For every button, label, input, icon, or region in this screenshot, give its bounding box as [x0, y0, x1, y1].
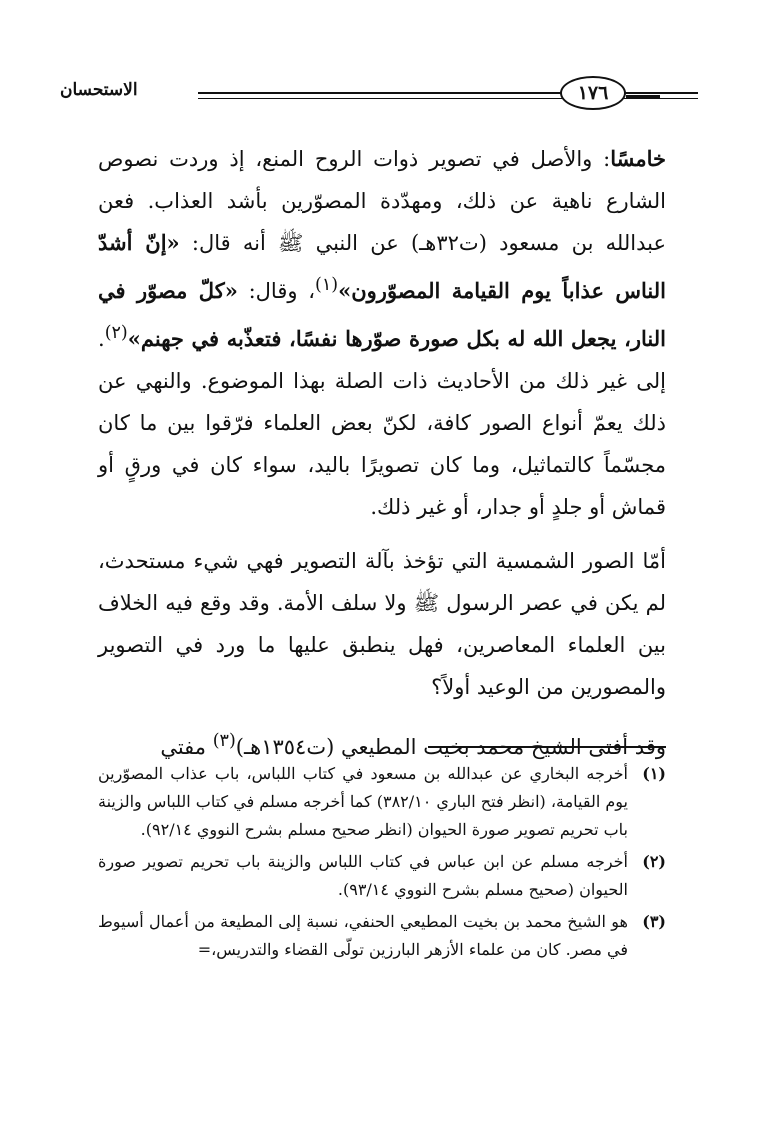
- paragraph-1: [98, 138, 666, 528]
- paragraph-3-text: وقد أفتى الشيخ محمد بخيت المطيعي (ت١٣٥٤هـ): [235, 735, 666, 759]
- footnote-2: [98, 848, 666, 904]
- paragraph-1-text-b: ، وقال:: [237, 279, 316, 303]
- footnote-separator: [428, 746, 666, 748]
- footnote-ref-3[interactable]: (٣): [212, 731, 236, 751]
- footnote-number: (٣): [642, 912, 666, 931]
- hadith-quote-1: «إنّ أشدّ الناس عذاباً يوم القيامة المصوّرون»: [98, 230, 666, 303]
- paragraph-1-lead: خامسًا: [610, 146, 666, 171]
- footnote-ref-1[interactable]: (١): [315, 275, 339, 295]
- footnote-number: (٢): [642, 852, 666, 871]
- footnote-text: أخرجه مسلم عن ابن عباس في كتاب اللباس والزينة باب تحريم تصوير صورة الحيوان (صحيح مسلم بشرح النووي ٩٣/١٤).: [98, 852, 628, 899]
- page-header: [60, 74, 698, 114]
- footnote-ref-2[interactable]: (٢): [104, 323, 128, 343]
- hadith-quote-2: «كلّ مصوّر في النار، يجعل الله له بكل صورة صوّرها نفسًا، فتعذّبه في جهنم»: [98, 278, 666, 351]
- footnote-text: هو الشيخ محمد بن بخيت المطيعي الحنفي، نسبة إلى المطيعة من أعمال أسيوط في مصر. كان من علماء الأزهر البارزين تولّى القضاء والتدريس،=: [98, 912, 628, 959]
- page-number-badge: ١٧٦: [560, 76, 626, 110]
- header-rule-tail: [626, 95, 660, 98]
- running-title: الاستحسان: [60, 80, 138, 100]
- paragraph-1-text-c: . إلى غير ذلك من الأحاديث ذات الصلة بهذا الموضوع. والنهي عن ذلك يعمّ أنواع الصور كافة، لكنّ بعض العلماء فرّقوا بين ما كان مجسّماً كالتماثيل، وما كان تصويرًا باليد، سواء كان في ورقٍ أو قماش أو جلدٍ أو جدار، أو غير ذلك.: [98, 327, 666, 519]
- footnote-1: [98, 760, 666, 844]
- footnote-number: (١): [642, 764, 666, 783]
- paragraph-1-text-a: : والأصل في تصوير ذوات الروح المنع، إذ وردت نصوص الشارع ناهية عن ذلك، ومهدّدة المصوّرين بأشد العذاب. فعن عبدالله بن مسعود (ت٣٢هـ) عن النبي ﷺ أنه قال:: [98, 147, 666, 255]
- footnote-3: [98, 908, 666, 964]
- main-text: [98, 138, 666, 768]
- footnotes: [98, 760, 666, 968]
- paragraph-2: أمّا الصور الشمسية التي تؤخذ بآلة التصوير فهي شيء مستحدث، لم يكن في عصر الرسول ﷺ ولا سلف الأمة. وقد وقع فيه الخلاف بين العلماء المعاصرين، فهل ينطبق عليها ما ورد في التصوير والمصورين من الوعيد أولاً؟: [98, 549, 666, 699]
- footnote-text: أخرجه البخاري عن عبدالله بن مسعود في كتاب اللباس، باب عذاب المصوّرين يوم القيامة، (انظر فتح الباري ٣٨٢/١٠) كما أخرجه مسلم في كتاب اللباس والزينة باب تحريم تصوير صورة الحيوان (انظر صحيح مسلم بشرح النووي ٩٢/١٤).: [98, 764, 629, 839]
- paragraph-3-tail: مفتي: [160, 735, 213, 759]
